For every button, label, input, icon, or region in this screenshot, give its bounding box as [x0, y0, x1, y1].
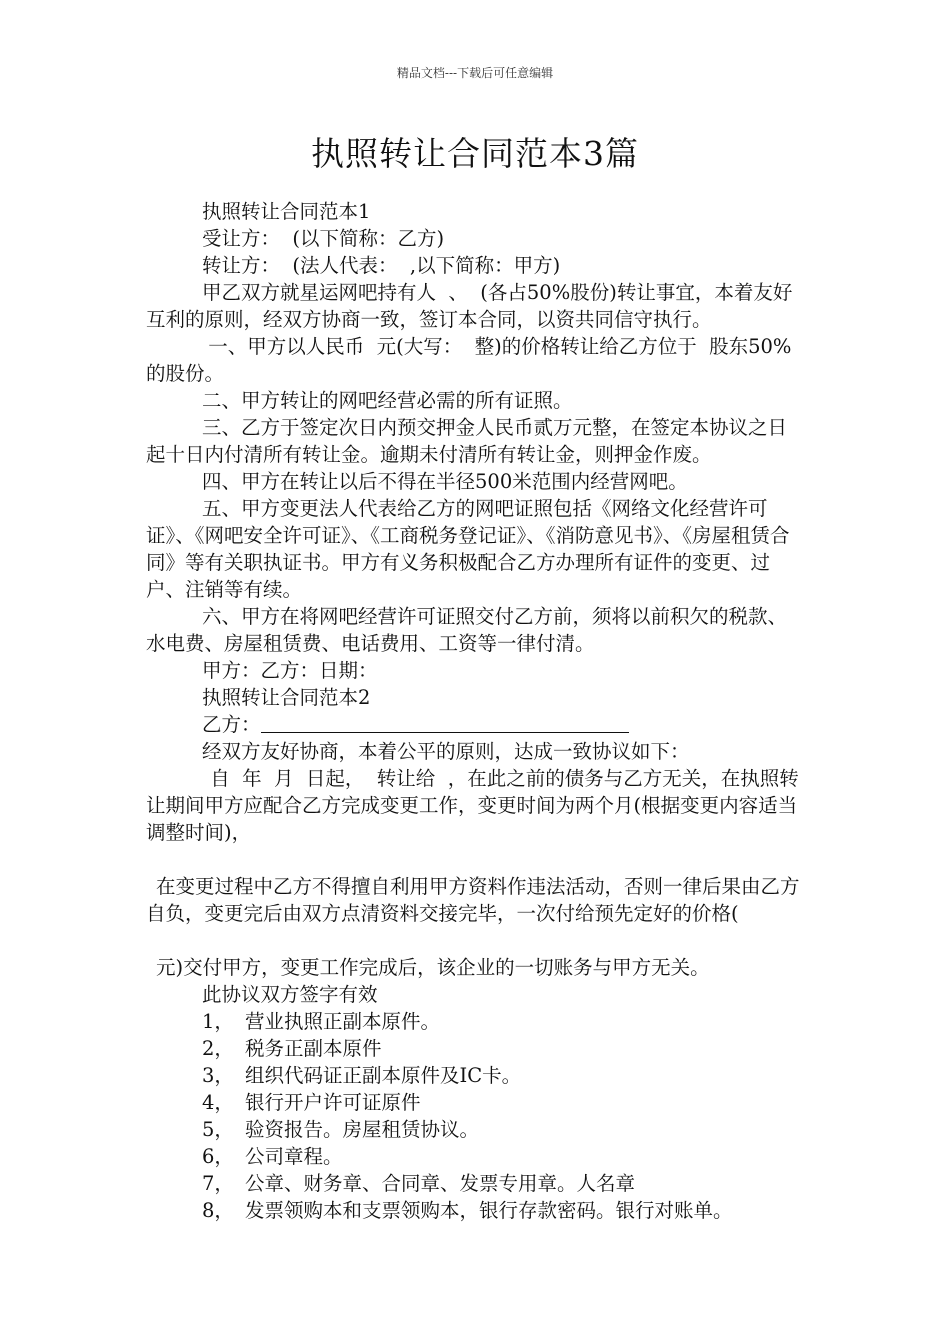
contract2-para-3: 元)交付甲方，变更工作完成后，该企业的一切账务与甲方无关。: [156, 956, 710, 979]
list-item-text: 验资报告。房屋租赁协议。: [245, 1118, 480, 1141]
list-item-number: 6，: [202, 1145, 234, 1168]
list-item-number: 2，: [202, 1037, 234, 1060]
list-item: [146, 1035, 806, 1062]
list-item-text: 银行开户许可证原件: [245, 1091, 421, 1114]
list-item: [146, 1197, 806, 1224]
list-item-text: 组织代码证正副本原件及IC卡。: [245, 1064, 522, 1087]
list-item-text: 发票领购本和支票领购本，银行存款密码。银行对账单。: [245, 1199, 733, 1222]
contract1-transferee: 受让方： (以下简称：乙方): [202, 227, 445, 250]
contract1-heading: 执照转让合同范本1: [202, 200, 371, 223]
document-body: [146, 198, 806, 1224]
spacer: [146, 927, 806, 954]
contract1-signature-line: 甲方：乙方：日期：: [202, 659, 378, 682]
list-item: [146, 1008, 806, 1035]
list-item-text: 公章、财务章、合同章、发票专用章。人名章: [245, 1172, 636, 1195]
list-item-number: 1，: [202, 1010, 234, 1033]
party-b-label: 乙方：: [202, 713, 261, 736]
contract1-intro: 甲乙双方就星运网吧持有人 、 (各占50%股份)转让事宜，本着友好互利的原则，经双方协商一致，签订本合同，以资共同信守执行。: [146, 281, 793, 331]
list-item-number: 3，: [202, 1064, 234, 1087]
contract1-clause-6: 六、甲方在将网吧经营许可证照交付乙方前，须将以前积欠的税款、水电费、房屋租赁费、电话费用、工资等一律付清。: [146, 605, 788, 655]
contract2-agreement: 经双方友好协商，本着公平的原则，达成一致协议如下：: [202, 740, 690, 763]
contract2-validity: 此协议双方签字有效: [202, 983, 378, 1006]
list-item-number: 8，: [202, 1199, 234, 1222]
list-item-number: 7，: [202, 1172, 234, 1195]
contract2-party-b: [146, 711, 806, 738]
contract2-heading: 执照转让合同范本2: [202, 686, 371, 709]
contract1-clause-3: 三、乙方于签定次日内预交押金人民币贰万元整，在签定本协议之日起十日内付清所有转让金。逾期未付清所有转让金，则押金作废。: [146, 416, 788, 466]
list-item: [146, 1116, 806, 1143]
contract1-clause-4: 四、甲方在转让以后不得在半径500米范围内经营网吧。: [202, 470, 688, 493]
list-item: [146, 1143, 806, 1170]
contract1-clause-5: 五、甲方变更法人代表给乙方的网吧证照包括《网络文化经营许可证》、《网吧安全许可证》、《工商税务登记证》、《消防意见书》、《房屋租赁合同》等有关职执证书。甲方有义务积极配合乙方办理所有证件的变更、过户、注销等有续。: [146, 497, 790, 601]
list-item-text: 营业执照正副本原件。: [245, 1010, 441, 1033]
spacer: [146, 846, 806, 873]
contract2-para-1: 自 年 月 日起， 转让给 ，在此之前的债务与乙方无关，在执照转让期间甲方应配合乙方完成变更工作，变更时间为两个月(根据变更内容适当调整时间)，: [146, 767, 799, 844]
contract1-clause-2: 二、甲方转让的网吧经营必需的所有证照。: [202, 389, 573, 412]
party-b-blank-line: [261, 712, 629, 733]
list-item: [146, 1170, 806, 1197]
contract1-clause-1: 一、甲方以人民币 元(大写： 整)的价格转让给乙方位于 股东50%的股份。: [146, 335, 792, 385]
list-item: [146, 1089, 806, 1116]
document-title: 执照转让合同范本3篇: [311, 134, 639, 173]
list-item: [146, 1062, 806, 1089]
contract1-transferor: 转让方： (法人代表： ,以下简称：甲方): [202, 254, 561, 277]
page-header: 精品文档---下载后可任意编辑: [396, 66, 554, 80]
list-item-text: 公司章程。: [245, 1145, 343, 1168]
list-item-number: 4，: [202, 1091, 234, 1114]
list-item-text: 税务正副本原件: [245, 1037, 382, 1060]
list-item-number: 5，: [202, 1118, 234, 1141]
contract2-para-2: 在变更过程中乙方不得擅自利用甲方资料作违法活动，否则一律后果由乙方自负，变更完后由双方点清资料交接完毕，一次付给预先定好的价格(: [146, 875, 800, 925]
